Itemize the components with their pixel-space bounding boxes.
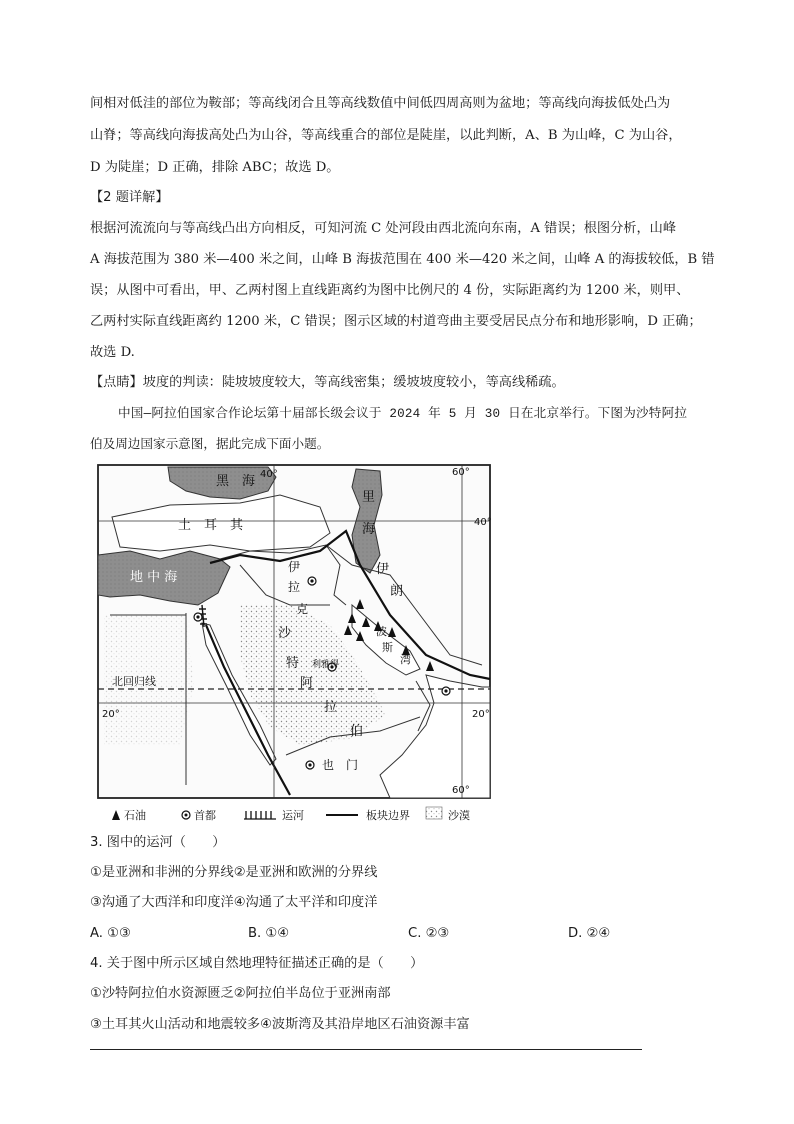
legend-capital: 首都 — [194, 809, 216, 822]
label-saudi-te: 特 — [286, 656, 300, 671]
intro-line-1: 中国—阿拉伯国家合作论坛第十届部长级会议于 2024 年 5 月 30 日在北京举行。下图为沙特阿拉 — [118, 407, 688, 421]
q3-statements-1: ①是亚洲和非洲的分界线②是亚洲和欧洲的分界线 — [90, 865, 378, 880]
middle-east-map — [90, 455, 500, 825]
q4-statements-2: ③土耳其火山活动和地震较多④波斯湾及其沿岸地区石油资源丰富 — [90, 1017, 470, 1032]
q3-stem: 3. 图中的运河（ ） — [90, 835, 226, 850]
label-iran-1: 伊 — [376, 562, 390, 577]
paragraph-line-5: 根据河流流向与等高线凸出方向相反，可知河流 C 处河段由西北流向东南，A 错误；根图分析，山峰 — [90, 221, 677, 236]
footer-rule — [90, 1049, 642, 1050]
label-saudi-la: 拉 — [324, 700, 338, 715]
label-turkey: 土 耳 其 — [178, 518, 244, 533]
label-gulf-2: 斯 — [382, 641, 393, 654]
label-gulf-3: 湾 — [400, 653, 411, 666]
tick-40-top: 40° — [260, 469, 278, 480]
q3-option-c[interactable]: C. ②③ — [408, 926, 450, 941]
legend-canal: 运河 — [282, 809, 304, 822]
label-iraq-2: 拉 — [288, 580, 301, 594]
legend-boundary: 板块边界 — [366, 809, 410, 822]
tick-20-right: 20° — [472, 709, 490, 720]
label-caspian-1: 里 — [362, 490, 376, 505]
paragraph-line-9: 故选 D. — [90, 345, 135, 360]
label-saudi-bo: 伯 — [350, 724, 364, 739]
paragraph-line-7: 误；从图中可看出，甲、乙两村图上直线距离约为图中比例尺的 4 份，实际距离约为 1200 米，则甲、 — [90, 283, 690, 298]
tip-line: 【点睛】坡度的判读：陡坡坡度较大，等高线密集；缓坡坡度较小，等高线稀疏。 — [90, 375, 565, 390]
label-iran-2: 朗 — [390, 584, 404, 599]
paragraph-line-6: A 海拔范围为 380 米—400 米之间，山峰 B 海拔范围在 400 米—420 米之间，山峰 A 的海拔较低，B 错 — [90, 252, 715, 267]
label-black-sea: 黑 海 — [216, 474, 256, 489]
label-iraq-3: 克 — [296, 602, 309, 616]
label-iraq-1: 伊 — [288, 560, 301, 574]
label-riyadh: 利雅得 — [312, 660, 340, 670]
tick-60-bottom: 60° — [452, 785, 470, 796]
paragraph-line-3: D 为陡崖；D 正确，排除 ABC；故选 D。 — [90, 160, 340, 175]
tick-60-top: 60° — [452, 467, 470, 478]
label-yemen: 也 门 — [322, 758, 359, 772]
paragraph-line-8: 乙两村实际直线距离约 1200 米，C 错误；图示区域的村道弯曲主要受居民点分布和地形影响，D 正确； — [90, 314, 702, 329]
label-caspian-2: 海 — [362, 522, 376, 537]
label-saudi-sha: 沙 — [278, 626, 292, 641]
tick-40-right: 40° — [474, 517, 492, 528]
legend-desert: 沙漠 — [448, 809, 470, 822]
label-mediterranean: 地 中 海 — [130, 570, 178, 585]
q4-statements-1: ①沙特阿拉伯水资源匮乏②阿拉伯半岛位于亚洲南部 — [90, 986, 391, 1001]
label-tropic: 北回归线 — [112, 675, 156, 688]
legend-oil: 石油 — [124, 809, 146, 822]
label-gulf-1: 波 — [376, 625, 387, 638]
q3-option-b[interactable]: B. ①④ — [248, 926, 290, 941]
q3-option-a[interactable]: A. ①③ — [90, 926, 131, 941]
tick-20-left: 20° — [102, 709, 120, 720]
q3-option-d[interactable]: D. ②④ — [568, 926, 611, 941]
section-heading-q2: 【2 题详解】 — [90, 190, 169, 205]
paragraph-line-2: 山脊；等高线向海拔高处凸为山谷，等高线重合的部位是陡崖，以此判断，A、B 为山峰，C 为山谷， — [90, 128, 682, 143]
paragraph-line-1: 间相对低洼的部位为鞍部；等高线闭合且等高线数值中间低四周高则为盆地；等高线向海拔低处凸为 — [90, 96, 671, 111]
legend-desert-icon — [426, 807, 442, 819]
q3-statements-2: ③沟通了大西洋和印度洋④沟通了太平洋和印度洋 — [90, 895, 378, 910]
label-saudi-a: 阿 — [300, 676, 314, 691]
intro-line-2: 伯及周边国家示意图，据此完成下面小题。 — [90, 438, 330, 452]
q4-stem: 4. 关于图中所示区域自然地理特征描述正确的是（ ） — [90, 956, 424, 971]
